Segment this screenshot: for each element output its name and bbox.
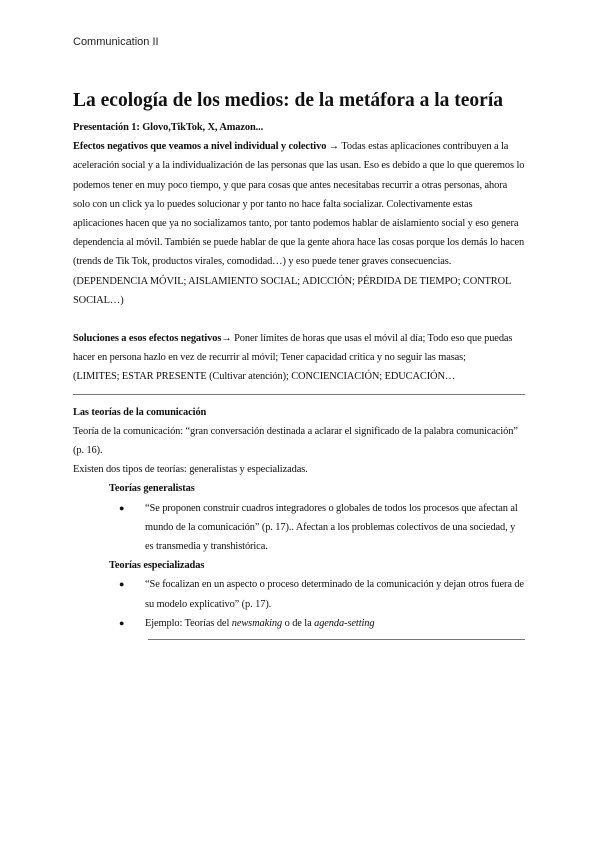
effects-summary: (DEPENDENCIA MÓVIL; AISLAMIENTO SOCIAL; ADICCIÓN; PÉRDIDA DE TIEMPO; CONTROL SOCIAL…) [73,275,511,306]
presentation-label: Presentación 1: Glovo,TikTok, X, Amazon... [73,122,264,133]
specialized-bullet-2-prefix: Ejemplo: Teorías del [145,617,230,629]
solutions-heading: Soluciones a esos efectos negativos [73,333,222,345]
generalist-heading: Teorías generalistas [109,483,195,495]
specialized-list [73,575,525,633]
term-newsmaking: newsmaking [231,617,283,629]
generalist-list [73,499,525,557]
list-item [119,614,525,633]
page-header: Communication II [73,36,159,48]
theories-definition: Teoría de la comunicación: “gran conversación destinada a aclarar el significado de la palabra comunicación” (p. 16). [73,425,518,457]
solutions-arrow: → [221,333,232,345]
generalist-bullet: “Se proponen construir cuadros integradores o globales de todos los procesos que afectan al mundo de la comunicación” (p. 17).. Afectan a los problemas colectivos de una sociedad, y es transmedia y transhistórica. [145,502,518,553]
bullet-icon: ● [119,579,125,590]
bullet-icon: ● [119,617,125,628]
specialized-bullet-1: “Se focalizan en un aspecto o proceso determinado de la comunicación y dejan otros fuera de su modelo explicativo” (p. 17). [145,579,524,610]
bullet-icon: ● [119,502,125,513]
solutions-body: Poner límites de horas que usas el móvil al día; Todo eso que puedas hacer en persona hazlo en vez de recurrir al móvil; Tener capacidad crítica y no seguir las masas; [73,333,513,364]
page-title: La ecología de los medios: de la metáfora a la teoría [73,90,503,111]
document-body [73,88,525,640]
section-divider-bottom [148,639,525,640]
effects-body: Todas estas aplicaciones contribuyen a la aceleración social y a la individualización de las personas que las usan. Eso es debido a que lo que queremos lo podemos tener en muy poco tiempo, y que para cosas que antes necesitabas recurrir a otras personas, ahora solo con un click ya lo puedes solucionar y por tanto no hace falta socializar. Colectivamente estas aplicaciones hacen que ya no socializamos tanto, por tanto podemos hablar de aislamiento social y eso genera dependencia al móvil. También se puede hablar de que la gente ahora hace las cosas porque los demás lo hacen (trends de Tik Tok, productos virales, comodidad…) y eso puede tener graves consecuencias. [73,141,525,268]
section-divider [73,394,525,395]
effects-arrow: → [328,141,340,153]
list-item [119,575,525,613]
term-agenda-setting: agenda-setting [314,617,375,629]
theories-heading: Las teorías de la comunicación [73,406,207,418]
solutions-summary: (LIMITES; ESTAR PRESENTE (Cultivar atención); CONCIENCIACIÓN; EDUCACIÓN… [73,371,456,383]
specialized-bullet-2-mid: o de la [284,617,312,629]
theories-types: Existen dos tipos de teorías: generalistas y especializadas. [73,464,308,476]
effects-paragraph [73,137,525,271]
list-item [119,499,525,557]
effects-heading: Efectos negativos que veamos a nivel individual y colectivo [73,141,327,153]
solutions-paragraph [73,329,525,367]
specialized-heading: Teorías especializadas [109,560,205,572]
